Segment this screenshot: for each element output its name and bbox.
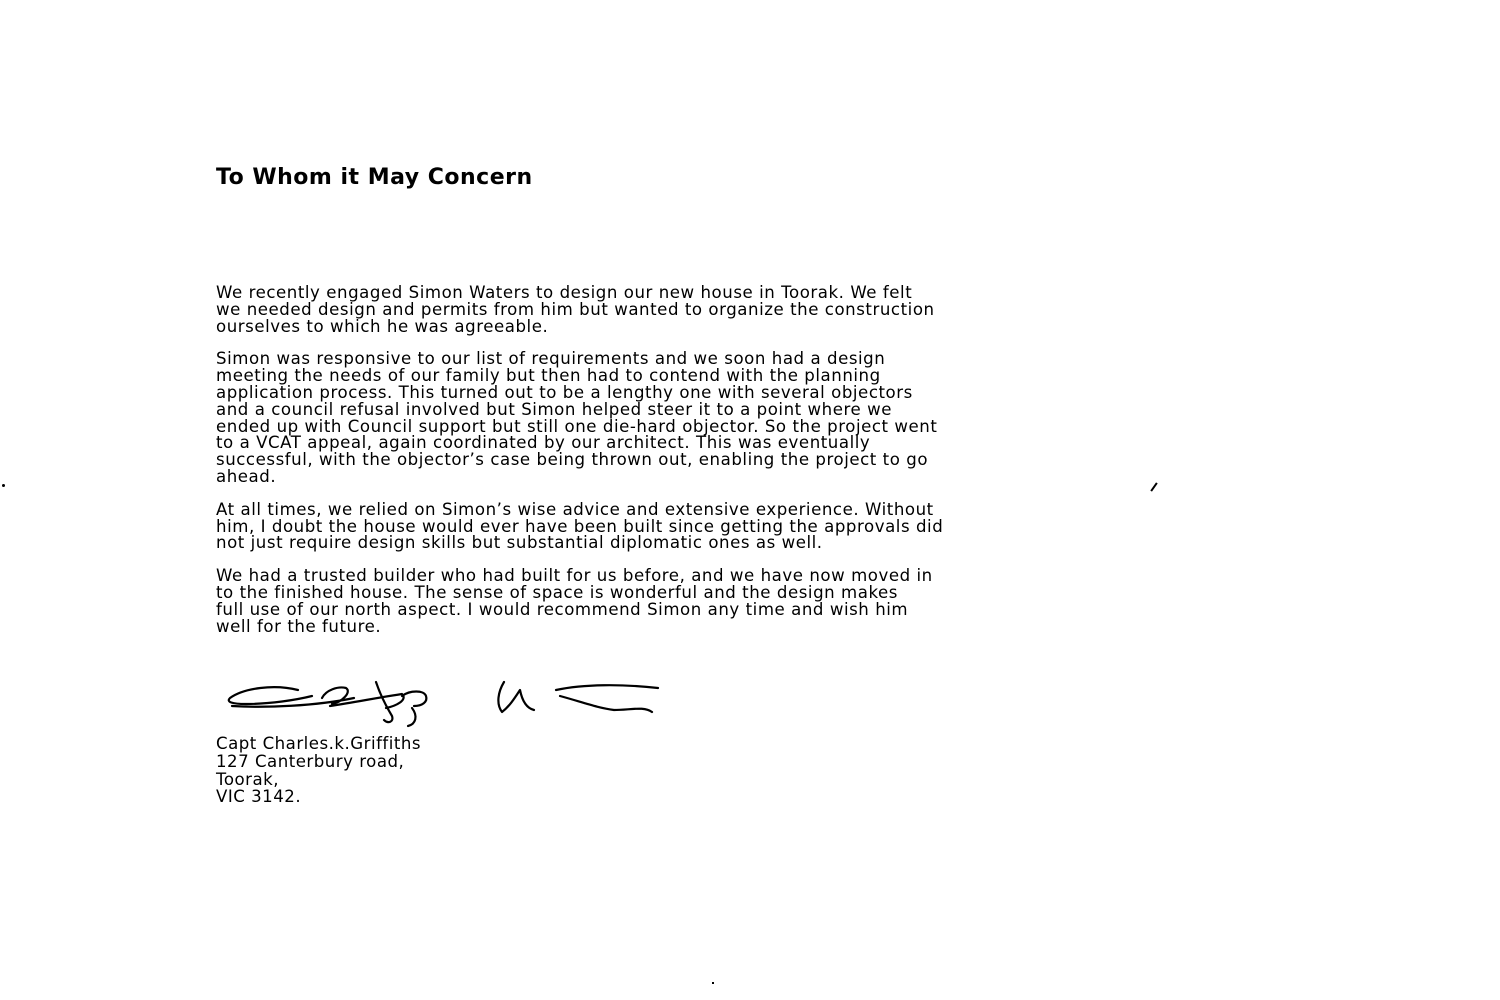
sender-name: Capt Charles.k.Griffiths xyxy=(216,734,422,753)
sender-block xyxy=(216,735,421,806)
letter-body xyxy=(216,285,1341,651)
paragraph-3: At all times, we relied on Simon’s wise advice and extensive experience. Without him, I doubt the house would ever have been built since getting the approvals did not just require design skills but substantial diplomatic ones as well. xyxy=(216,499,944,553)
sender-address-line-2: Toorak, xyxy=(216,769,279,789)
paragraph-2: Simon was responsive to our list of requirements and we soon had a design meeting the needs of our family but then had to contend with the planning application process. This turned out to be a lengthy one with several objectors and a council refusal involved but Simon helped steer it to a point where we ended up with Council support but still one die-hard objector. So the project went to a VCAT appeal, again coordinated by our architect. This was eventually successful, with the objector’s case being thrown out, enabling the project to go ahead. xyxy=(216,349,938,486)
paragraph-1: We recently engaged Simon Waters to design our new house in Toorak. We felt we needed design and permits from him but wanted to organize the construction ourselves to which he was agreeable. xyxy=(216,283,935,336)
paragraph-4: We had a trusted builder who had built for us before, and we have now moved in to the finished house. The sense of space is wonderful and the design makes full use of our north aspect. I would recommend Simon any time and wish him well for the future. xyxy=(216,566,933,636)
sender-address-line-3: VIC 3142. xyxy=(216,787,302,807)
scan-speck xyxy=(712,982,714,984)
salutation: To Whom it May Concern xyxy=(216,165,533,190)
handwritten-signature xyxy=(226,676,676,732)
scan-speck xyxy=(2,484,5,487)
sender-address-line-1: 127 Canterbury road, xyxy=(216,751,405,771)
